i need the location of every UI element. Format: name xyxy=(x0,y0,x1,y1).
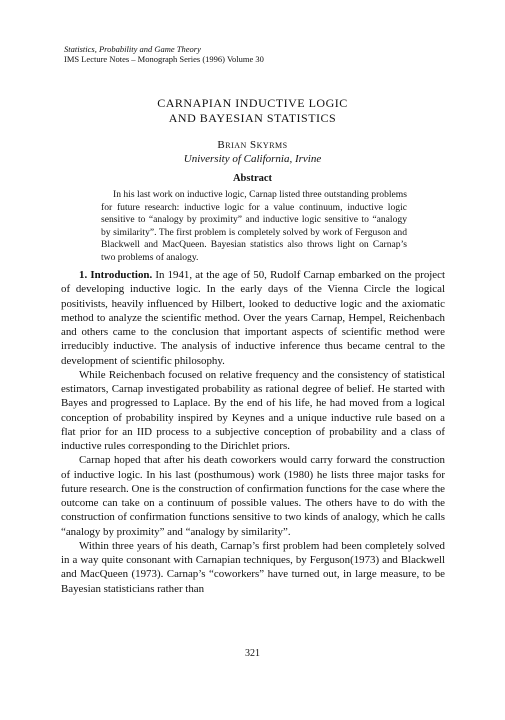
paragraph-4: Within three years of his death, Carnap’s first problem had been completely solved in a way quite consonant with Carnapian techniques, by Ferguson(1973) and Blackwell and MacQueen (1973). Carnap’s “coworkers” have turned out, in large measure, to be Bayesian statisticians rather than xyxy=(61,539,445,595)
author-name: Brian Skyrms xyxy=(217,139,288,151)
section-heading: 1. Introduction. xyxy=(79,269,153,281)
paragraph-1 xyxy=(61,268,445,368)
body-text xyxy=(61,268,445,596)
abstract-heading: Abstract xyxy=(232,173,273,184)
abstract-text: In his last work on inductive logic, Carnap listed three outstanding problems for future research: inductive logic for a value continuum, inductive logic sensitive to “analogy by proximity” and inductive logic sensitive to “analogy by similarity”. The first problem is completely solved by work of Ferguson and Blackwell and MacQueen. Bayesian statistics also throws light on Carnap’s two problems of analogy. xyxy=(101,189,407,263)
journal-title: Statistics, Probability and Game Theory xyxy=(64,44,201,54)
title-line-1: CARNAPIAN INDUCTIVE LOGIC xyxy=(157,96,348,110)
author-affiliation: University of California, Irvine xyxy=(183,153,322,165)
series-info: IMS Lecture Notes – Monograph Series (1996) Volume 30 xyxy=(64,54,264,64)
title-line-2: AND BAYESIAN STATISTICS xyxy=(168,111,337,125)
paragraph-1-text: In 1941, at the age of 50, Rudolf Carnap embarked on the project of developing inductive logic. In the early days of the Vienna Circle the logical positivists, heavily influenced by Hilbert, looked to deductive logic and the axiomatic method to analyze the scientific method. Over the years Carnap, Hempel, Reichenbach and others came to the conclusion that important aspects of scientific method were irreducibly inductive. The analysis of inductive inference thus became central to the development of scientific philosophy. xyxy=(61,269,445,367)
paper-title xyxy=(0,96,505,126)
author-block xyxy=(0,138,505,166)
paragraph-3: Carnap hoped that after his death coworkers would carry forward the construction of inductive logic. In his last (posthumous) work (1980) he lists three major tasks for future research. One is the construction of confirmation functions for the case where the outcome can take on a continuum of possible values. The others have to do with the construction of confirmation functions sensitive to two kinds of analogy, which he calls “analogy by proximity” and “analogy by similarity”. xyxy=(61,454,445,538)
running-header xyxy=(64,44,264,64)
paragraph-2: While Reichenbach focused on relative frequency and the consistency of statistical estimators, Carnap investigated probability as rational degree of belief. He started with Bayes and progressed to Laplace. By the end of his life, he had moved from a logical conception of probability inspired by Keynes and a unique inductive rule based on a flat prior for an IID process to a subjective conception of probability and a class of inductive rules corresponding to the Dirichlet priors. xyxy=(61,368,445,452)
page-number: 321 xyxy=(245,648,260,659)
